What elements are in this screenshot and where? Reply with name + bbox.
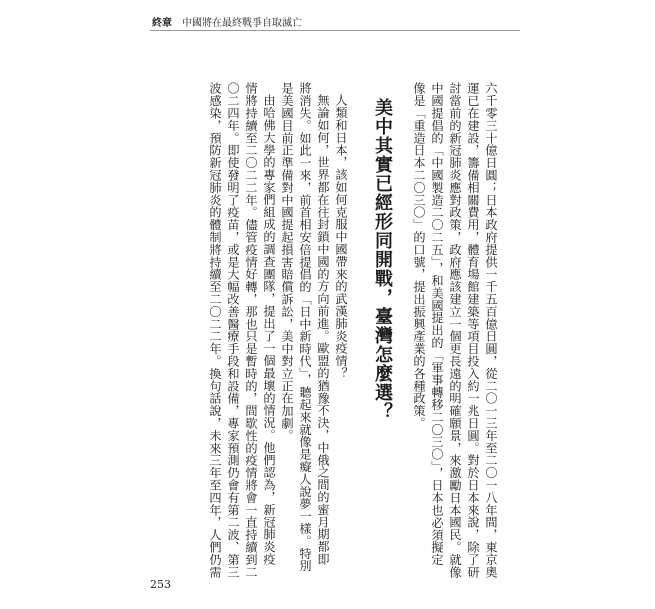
text-column-5: 像是「重造日本二〇三〇」的口號，提出振興產業的各種政策。: [412, 82, 426, 430]
chapter-title: 中國將在最終戰爭自取滅亡: [182, 18, 302, 29]
text-column-11: 情將持續至二〇二二年。儘管疫情好轉，那也只是暫時的，間歇性的疫情將會一直持續到二: [244, 82, 258, 578]
text-column-2: 運已在建設，籌備相關費用，體育場館建築等項目投入約一兆日圓。對於日本來說，除了研: [466, 82, 480, 578]
text-column-12: 〇二四年。即使發明了疫苗，或是大幅改善醫療手段和設備，專家預測仍會有第二波、第三: [226, 82, 240, 578]
text-column-10: 由哈佛大學的專家們組成的調查團隊，提出了一個最壞的情況。他們認為，新冠肺炎疫: [262, 94, 276, 566]
section-heading: 美中其實已經形同開戰，臺灣怎麼選？: [372, 98, 393, 421]
text-column-3: 討當前的新冠肺炎應對政策，政府應該建立一個更長遠的明確願景，來激勵日本國民。就像: [448, 82, 462, 578]
header-rule: [150, 30, 520, 31]
running-header: [152, 14, 302, 29]
text-column-1: 六千零三十億日圓；日本政府提供一千五百億日圓，從二〇一三年至二〇一八年間，東京奧: [484, 82, 498, 578]
chapter-label: 終章: [152, 18, 172, 29]
text-column-4: 中國提倡的「中國製造二〇二五」，和美國提出的「軍事轉移二〇三〇」，日本也必須擬定: [430, 82, 444, 566]
text-column-6: 人類和日本，該如何克服中國帶來的武漢肺炎疫情？: [334, 94, 348, 380]
text-column-8: 將消失。如此一來，前首相安倍提倡的「日中新時代」，聽起來就像是癡人說夢一樣。特別: [298, 82, 312, 572]
text-column-7: 無論如何，世界都在往封鎖中國的方向前進。歐盟的猶豫不決，中俄之間的蜜月期都即: [316, 94, 330, 566]
text-column-13: 波感染，預防新冠肺炎的體制將持續至二〇二二年。換句話說，未來三年至四年，人們仍需: [208, 82, 222, 578]
text-column-9: 是美國目前正準備對中國提起損害賠償訴訟，美中對立正在加劇。: [280, 82, 294, 442]
page-number: 253: [150, 578, 171, 591]
